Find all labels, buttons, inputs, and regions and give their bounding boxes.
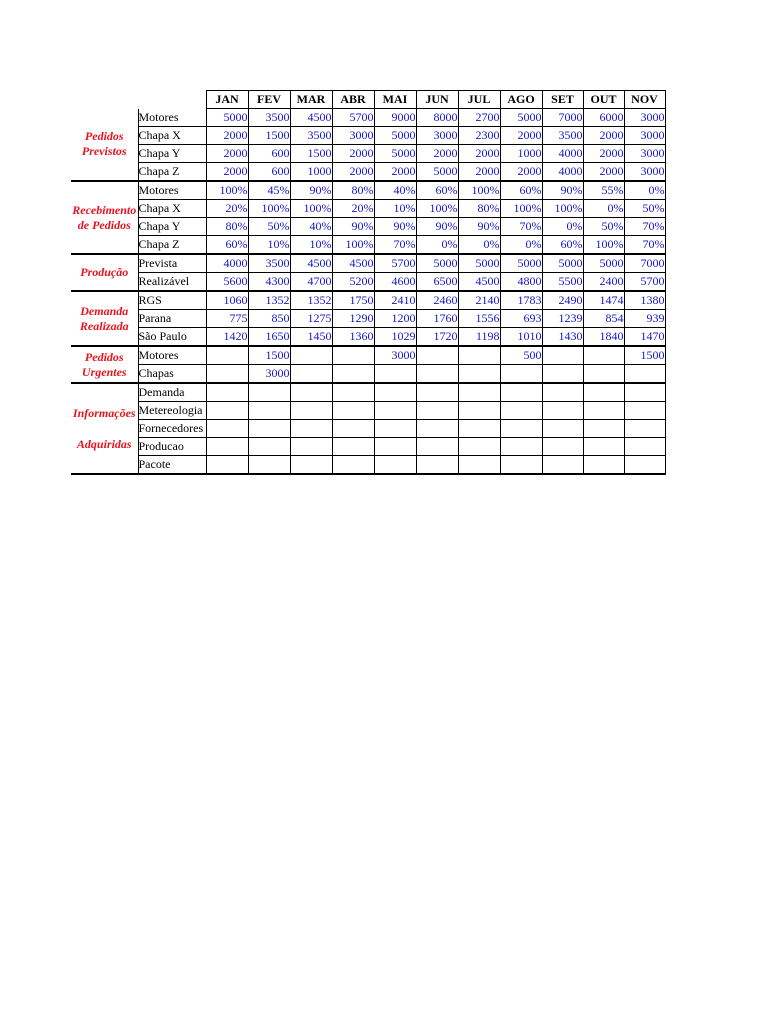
data-cell[interactable]: 20% — [206, 200, 248, 218]
data-cell[interactable]: 2000 — [458, 163, 500, 182]
data-cell[interactable]: 4000 — [542, 145, 583, 163]
data-cell[interactable]: 1650 — [248, 328, 290, 347]
data-cell[interactable] — [416, 365, 458, 384]
data-cell[interactable] — [458, 420, 500, 438]
data-cell[interactable] — [332, 456, 374, 475]
data-cell[interactable]: 4800 — [500, 273, 542, 292]
data-cell[interactable]: 4700 — [290, 273, 332, 292]
data-cell[interactable]: 60% — [206, 236, 248, 255]
data-cell[interactable]: 5000 — [416, 163, 458, 182]
data-cell[interactable]: 1290 — [332, 310, 374, 328]
row-label[interactable]: São Paulo — [138, 328, 206, 347]
section-title-line: de Pedidos — [77, 217, 131, 232]
data-cell[interactable] — [624, 420, 665, 438]
data-cell[interactable]: 1430 — [542, 328, 583, 347]
row-label[interactable]: Fornecedores — [138, 420, 206, 438]
data-cell[interactable]: 10% — [290, 236, 332, 255]
data-cell[interactable]: 100% — [206, 181, 248, 200]
data-cell[interactable]: 70% — [624, 236, 665, 255]
data-cell[interactable] — [583, 365, 624, 384]
row-label[interactable]: Motores — [138, 181, 206, 200]
data-cell[interactable] — [458, 456, 500, 475]
data-cell[interactable] — [458, 383, 500, 402]
row-label[interactable]: Prevista — [138, 254, 206, 273]
data-cell[interactable]: 939 — [624, 310, 665, 328]
data-cell[interactable]: 5700 — [332, 109, 374, 127]
data-cell[interactable]: 1352 — [248, 291, 290, 310]
section-title — [71, 383, 138, 474]
data-cell[interactable]: 3500 — [248, 109, 290, 127]
data-cell[interactable]: 2700 — [458, 109, 500, 127]
data-cell[interactable]: 1239 — [542, 310, 583, 328]
data-cell[interactable]: 5700 — [374, 254, 416, 273]
data-cell[interactable]: 2400 — [583, 273, 624, 292]
data-cell[interactable]: 100% — [458, 181, 500, 200]
spreadsheet-table — [71, 90, 666, 475]
data-cell[interactable]: 2000 — [416, 145, 458, 163]
data-cell[interactable]: 100% — [332, 236, 374, 255]
data-cell[interactable] — [374, 456, 416, 475]
section-title — [71, 109, 138, 182]
row-label[interactable]: Chapa Z — [138, 163, 206, 182]
section-title — [71, 254, 138, 291]
row-label[interactable]: Chapas — [138, 365, 206, 384]
data-cell[interactable]: 3000 — [624, 163, 665, 182]
section-title — [71, 346, 138, 383]
table-row — [71, 218, 665, 236]
data-cell[interactable] — [500, 365, 542, 384]
data-cell[interactable]: 4500 — [332, 254, 374, 273]
data-cell[interactable]: 2000 — [500, 127, 542, 145]
month-header[interactable]: JUL — [458, 91, 500, 109]
data-cell[interactable] — [500, 420, 542, 438]
row-label[interactable]: Pacote — [138, 456, 206, 475]
data-cell[interactable] — [332, 383, 374, 402]
table-row — [71, 145, 665, 163]
data-cell[interactable] — [290, 456, 332, 475]
data-cell[interactable] — [248, 383, 290, 402]
data-cell[interactable]: 4000 — [206, 254, 248, 273]
month-header[interactable]: JAN — [206, 91, 248, 109]
data-cell[interactable] — [542, 365, 583, 384]
data-cell[interactable]: 1720 — [416, 328, 458, 347]
table-row — [71, 254, 665, 273]
data-cell[interactable]: 2410 — [374, 291, 416, 310]
month-header[interactable]: ABR — [332, 91, 374, 109]
data-cell[interactable] — [206, 365, 248, 384]
table-row — [71, 236, 665, 255]
data-cell[interactable]: 100% — [290, 200, 332, 218]
data-cell[interactable]: 70% — [374, 236, 416, 255]
section-title-line: Realizada — [79, 318, 129, 333]
data-cell[interactable]: 40% — [374, 181, 416, 200]
data-cell[interactable]: 100% — [500, 200, 542, 218]
data-cell[interactable]: 2000 — [206, 163, 248, 182]
section-title-line: Pedidos — [84, 349, 124, 364]
table-row — [71, 291, 665, 310]
data-cell[interactable] — [206, 420, 248, 438]
data-cell[interactable]: 0% — [500, 236, 542, 255]
data-cell[interactable] — [248, 456, 290, 475]
data-cell[interactable] — [624, 438, 665, 456]
data-cell[interactable]: 5000 — [206, 109, 248, 127]
data-cell[interactable] — [416, 383, 458, 402]
data-cell[interactable]: 45% — [248, 181, 290, 200]
data-cell[interactable]: 4600 — [374, 273, 416, 292]
data-cell[interactable]: 80% — [458, 200, 500, 218]
data-cell[interactable]: 70% — [624, 218, 665, 236]
data-cell[interactable]: 4300 — [248, 273, 290, 292]
data-cell[interactable]: 5500 — [542, 273, 583, 292]
data-cell[interactable]: 60% — [500, 181, 542, 200]
data-cell[interactable] — [542, 438, 583, 456]
data-cell[interactable] — [332, 420, 374, 438]
data-cell[interactable] — [542, 420, 583, 438]
data-cell[interactable]: 1556 — [458, 310, 500, 328]
data-cell[interactable] — [374, 420, 416, 438]
data-cell[interactable]: 2000 — [332, 163, 374, 182]
data-cell[interactable]: 90% — [542, 181, 583, 200]
data-cell[interactable]: 100% — [583, 236, 624, 255]
row-label[interactable]: Metereologia — [138, 402, 206, 420]
data-cell[interactable]: 50% — [583, 218, 624, 236]
data-cell[interactable]: 1420 — [206, 328, 248, 347]
data-cell[interactable]: 4000 — [542, 163, 583, 182]
data-cell[interactable] — [624, 402, 665, 420]
data-cell[interactable] — [583, 383, 624, 402]
month-header[interactable]: OUT — [583, 91, 624, 109]
table-row — [71, 402, 665, 420]
row-label[interactable]: Chapa X — [138, 200, 206, 218]
data-cell[interactable]: 2000 — [458, 145, 500, 163]
table-row — [71, 127, 665, 145]
data-cell[interactable]: 3500 — [290, 127, 332, 145]
data-cell[interactable] — [206, 383, 248, 402]
data-cell[interactable]: 1060 — [206, 291, 248, 310]
header-blank-cell — [71, 91, 138, 109]
data-cell[interactable]: 55% — [583, 181, 624, 200]
data-cell[interactable]: 2300 — [458, 127, 500, 145]
data-cell[interactable]: 2000 — [332, 145, 374, 163]
data-cell[interactable]: 5600 — [206, 273, 248, 292]
data-cell[interactable]: 775 — [206, 310, 248, 328]
section-title-line: Pedidos — [84, 129, 124, 144]
data-cell[interactable]: 3000 — [416, 127, 458, 145]
data-cell[interactable] — [332, 346, 374, 365]
data-cell[interactable] — [542, 346, 583, 365]
data-cell[interactable]: 1500 — [248, 127, 290, 145]
data-cell[interactable]: 1198 — [458, 328, 500, 347]
data-cell[interactable]: 5000 — [500, 109, 542, 127]
section-title-line: Adquiridas — [76, 436, 132, 451]
data-cell[interactable] — [542, 402, 583, 420]
month-header[interactable]: JUN — [416, 91, 458, 109]
data-cell[interactable]: 1760 — [416, 310, 458, 328]
row-label[interactable]: RGS — [138, 291, 206, 310]
data-cell[interactable] — [624, 456, 665, 475]
section-title-line: Recebimento — [72, 202, 137, 217]
month-header[interactable]: MAI — [374, 91, 416, 109]
data-cell[interactable] — [458, 365, 500, 384]
data-cell[interactable] — [248, 402, 290, 420]
data-cell[interactable]: 1000 — [500, 145, 542, 163]
data-cell[interactable] — [416, 456, 458, 475]
data-cell[interactable]: 100% — [248, 200, 290, 218]
data-cell[interactable]: 60% — [416, 181, 458, 200]
data-cell[interactable] — [290, 438, 332, 456]
data-cell[interactable]: 5200 — [332, 273, 374, 292]
row-label[interactable]: Parana — [138, 310, 206, 328]
data-cell[interactable]: 1352 — [290, 291, 332, 310]
data-cell[interactable]: 6500 — [416, 273, 458, 292]
data-cell[interactable]: 1470 — [624, 328, 665, 347]
data-cell[interactable]: 854 — [583, 310, 624, 328]
data-cell[interactable] — [583, 438, 624, 456]
data-cell[interactable] — [290, 365, 332, 384]
data-cell[interactable]: 500 — [500, 346, 542, 365]
data-cell[interactable] — [583, 456, 624, 475]
data-cell[interactable]: 0% — [542, 218, 583, 236]
data-cell[interactable]: 600 — [248, 145, 290, 163]
row-label[interactable]: Chapa X — [138, 127, 206, 145]
data-cell[interactable] — [374, 438, 416, 456]
data-cell[interactable] — [500, 402, 542, 420]
row-label[interactable]: Chapa Y — [138, 145, 206, 163]
data-cell[interactable]: 80% — [332, 181, 374, 200]
data-cell[interactable] — [206, 402, 248, 420]
row-label[interactable]: Motores — [138, 109, 206, 127]
data-cell[interactable]: 2000 — [206, 127, 248, 145]
data-cell[interactable] — [374, 365, 416, 384]
table-row — [71, 200, 665, 218]
data-cell[interactable]: 10% — [374, 200, 416, 218]
table-row — [71, 383, 665, 402]
data-cell[interactable]: 1010 — [500, 328, 542, 347]
table-row — [71, 365, 665, 384]
data-cell[interactable]: 1783 — [500, 291, 542, 310]
data-cell[interactable] — [583, 346, 624, 365]
data-cell[interactable]: 6000 — [583, 109, 624, 127]
data-cell[interactable]: 1500 — [248, 346, 290, 365]
data-cell[interactable]: 0% — [458, 236, 500, 255]
section-title-line: Previstos — [81, 144, 127, 159]
data-cell[interactable]: 90% — [416, 218, 458, 236]
data-cell[interactable]: 4500 — [290, 109, 332, 127]
data-cell[interactable]: 80% — [206, 218, 248, 236]
data-cell[interactable]: 5000 — [416, 254, 458, 273]
data-cell[interactable]: 1380 — [624, 291, 665, 310]
data-cell[interactable] — [374, 402, 416, 420]
data-cell[interactable]: 2000 — [206, 145, 248, 163]
data-cell[interactable]: 1840 — [583, 328, 624, 347]
month-header[interactable]: FEV — [248, 91, 290, 109]
data-cell[interactable]: 2000 — [583, 145, 624, 163]
data-cell[interactable]: 0% — [583, 200, 624, 218]
data-cell[interactable]: 0% — [416, 236, 458, 255]
month-header[interactable]: SET — [542, 91, 583, 109]
month-header[interactable]: AGO — [500, 91, 542, 109]
month-header-row — [71, 91, 665, 109]
data-cell[interactable]: 2460 — [416, 291, 458, 310]
data-cell[interactable]: 1200 — [374, 310, 416, 328]
data-cell[interactable]: 3000 — [624, 127, 665, 145]
data-cell[interactable]: 3000 — [624, 109, 665, 127]
table-row — [71, 181, 665, 200]
data-cell[interactable]: 1750 — [332, 291, 374, 310]
data-cell[interactable] — [416, 420, 458, 438]
data-cell[interactable]: 7000 — [542, 109, 583, 127]
data-cell[interactable] — [458, 438, 500, 456]
data-cell[interactable]: 1000 — [290, 163, 332, 182]
data-cell[interactable]: 3000 — [332, 127, 374, 145]
data-cell[interactable]: 850 — [248, 310, 290, 328]
data-cell[interactable]: 5000 — [542, 254, 583, 273]
row-label[interactable]: Producao — [138, 438, 206, 456]
data-cell[interactable]: 5000 — [374, 127, 416, 145]
data-cell[interactable]: 4500 — [458, 273, 500, 292]
data-cell[interactable] — [332, 365, 374, 384]
data-cell[interactable]: 0% — [624, 181, 665, 200]
data-cell[interactable] — [583, 402, 624, 420]
data-cell[interactable]: 100% — [542, 200, 583, 218]
data-cell[interactable]: 100% — [416, 200, 458, 218]
data-cell[interactable]: 5700 — [624, 273, 665, 292]
data-cell[interactable] — [458, 402, 500, 420]
table-row — [71, 163, 665, 182]
row-label[interactable]: Demanda — [138, 383, 206, 402]
row-label[interactable]: Chapa Y — [138, 218, 206, 236]
data-cell[interactable] — [332, 438, 374, 456]
data-cell[interactable]: 5000 — [374, 145, 416, 163]
data-cell[interactable] — [290, 402, 332, 420]
row-label[interactable]: Motores — [138, 346, 206, 365]
row-label[interactable]: Chapa Z — [138, 236, 206, 255]
data-cell[interactable]: 50% — [248, 218, 290, 236]
data-cell[interactable] — [374, 383, 416, 402]
table-row — [71, 310, 665, 328]
data-cell[interactable]: 90% — [290, 181, 332, 200]
data-cell[interactable]: 1474 — [583, 291, 624, 310]
data-cell[interactable]: 7000 — [624, 254, 665, 273]
data-cell[interactable]: 3500 — [542, 127, 583, 145]
data-cell[interactable] — [248, 420, 290, 438]
data-cell[interactable]: 8000 — [416, 109, 458, 127]
data-cell[interactable] — [500, 383, 542, 402]
section-title — [71, 291, 138, 346]
data-cell[interactable]: 2140 — [458, 291, 500, 310]
data-cell[interactable] — [500, 438, 542, 456]
data-cell[interactable] — [332, 402, 374, 420]
data-cell[interactable]: 10% — [248, 236, 290, 255]
data-cell[interactable]: 40% — [290, 218, 332, 236]
data-cell[interactable]: 2490 — [542, 291, 583, 310]
data-cell[interactable]: 90% — [458, 218, 500, 236]
data-cell[interactable]: 2000 — [583, 163, 624, 182]
section-title-line: Demanda — [80, 303, 129, 318]
table-row — [71, 438, 665, 456]
table-row — [71, 346, 665, 365]
data-cell[interactable] — [290, 383, 332, 402]
data-cell[interactable]: 5000 — [500, 254, 542, 273]
data-cell[interactable]: 90% — [332, 218, 374, 236]
section-title-line: Informações — [72, 405, 136, 420]
section-title-line: Produção — [80, 265, 129, 279]
data-cell[interactable]: 1275 — [290, 310, 332, 328]
data-cell[interactable]: 3000 — [248, 365, 290, 384]
data-cell[interactable] — [416, 402, 458, 420]
data-cell[interactable] — [206, 438, 248, 456]
data-cell[interactable]: 4500 — [290, 254, 332, 273]
table-row — [71, 328, 665, 347]
data-cell[interactable]: 5000 — [458, 254, 500, 273]
data-cell[interactable] — [458, 346, 500, 365]
data-cell[interactable]: 2000 — [374, 163, 416, 182]
data-cell[interactable]: 600 — [248, 163, 290, 182]
data-cell[interactable]: 70% — [500, 218, 542, 236]
month-header[interactable]: MAR — [290, 91, 332, 109]
data-cell[interactable]: 1360 — [332, 328, 374, 347]
data-cell[interactable]: 3000 — [374, 346, 416, 365]
data-cell[interactable]: 9000 — [374, 109, 416, 127]
data-cell[interactable]: 1450 — [290, 328, 332, 347]
data-cell[interactable]: 60% — [542, 236, 583, 255]
data-cell[interactable]: 693 — [500, 310, 542, 328]
data-cell[interactable] — [542, 456, 583, 475]
data-cell[interactable]: 1500 — [290, 145, 332, 163]
table-row — [71, 456, 665, 475]
data-cell[interactable]: 5000 — [583, 254, 624, 273]
table-row — [71, 109, 665, 127]
section-title-line: Urgentes — [81, 364, 127, 379]
data-cell[interactable] — [624, 365, 665, 384]
data-cell[interactable] — [542, 383, 583, 402]
data-cell[interactable] — [624, 383, 665, 402]
data-cell[interactable]: 3500 — [248, 254, 290, 273]
data-cell[interactable] — [416, 346, 458, 365]
table-row — [71, 273, 665, 292]
section-title — [71, 181, 138, 254]
month-header[interactable]: NOV — [624, 91, 665, 109]
data-cell[interactable]: 1029 — [374, 328, 416, 347]
header-blank-cell — [138, 91, 206, 109]
data-cell[interactable]: 20% — [332, 200, 374, 218]
data-cell[interactable] — [290, 420, 332, 438]
data-cell[interactable]: 3000 — [624, 145, 665, 163]
data-cell[interactable] — [248, 438, 290, 456]
data-cell[interactable] — [206, 456, 248, 475]
data-cell[interactable] — [500, 456, 542, 475]
data-cell[interactable] — [206, 346, 248, 365]
data-cell[interactable]: 90% — [374, 218, 416, 236]
row-label[interactable]: Realizável — [138, 273, 206, 292]
data-cell[interactable] — [290, 346, 332, 365]
data-cell[interactable]: 1500 — [624, 346, 665, 365]
data-cell[interactable]: 2000 — [500, 163, 542, 182]
data-cell[interactable] — [583, 420, 624, 438]
table-row — [71, 420, 665, 438]
data-cell[interactable]: 50% — [624, 200, 665, 218]
data-cell[interactable] — [416, 438, 458, 456]
data-cell[interactable]: 2000 — [583, 127, 624, 145]
